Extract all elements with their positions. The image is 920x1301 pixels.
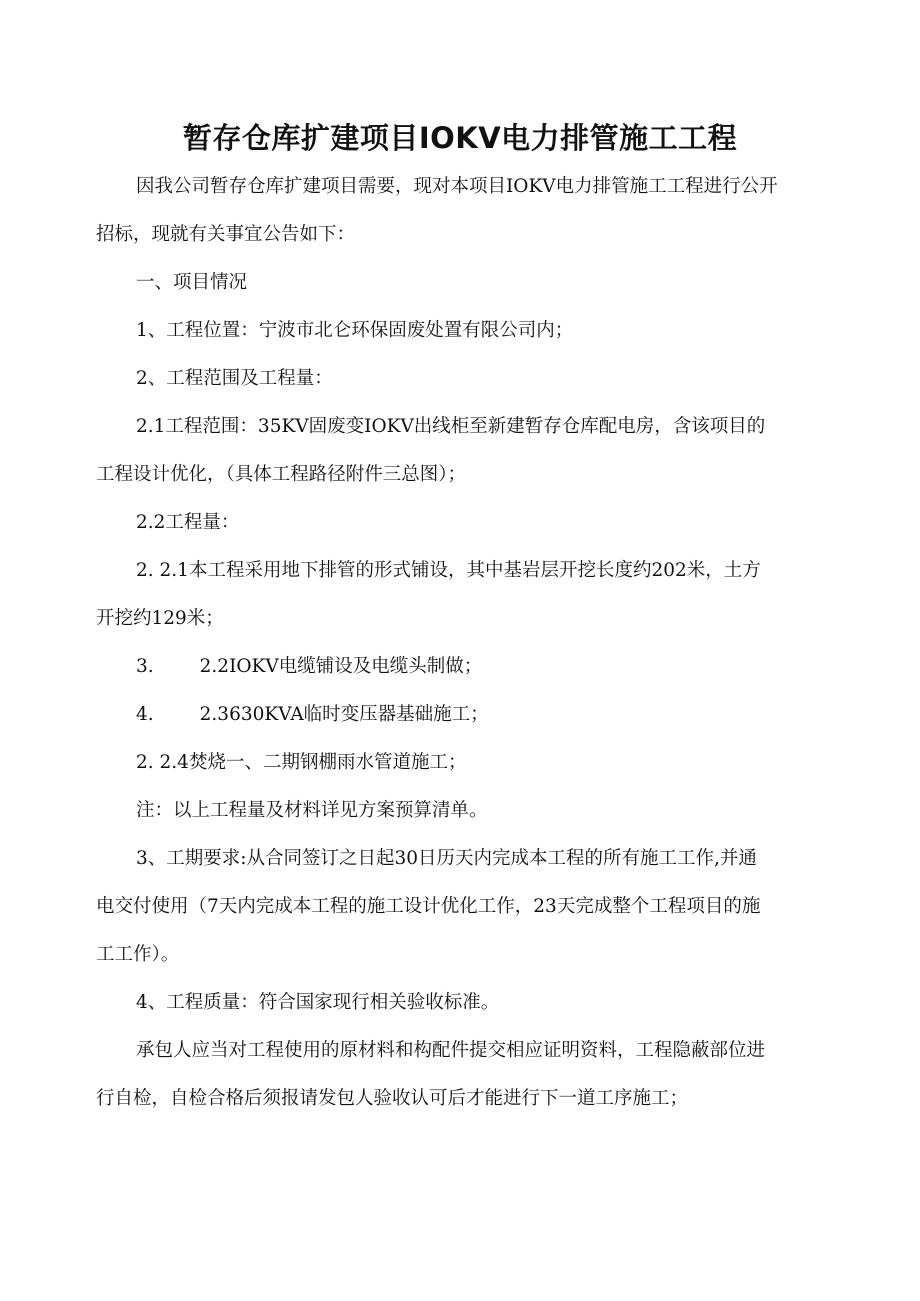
- item-4-quality: 4、工程质量：符合国家现行相关验收标准。: [136, 992, 500, 1013]
- item-1-location: 1、工程位置：宁波市北仑环保固废处置有限公司内；: [136, 320, 574, 341]
- item-2-2-1-line-1: 2. 2.1本工程采用地下排管的形式铺设，其中基岩层开挖长度约202米，土方: [136, 560, 761, 581]
- contractor-line-1: 承包人应当对工程使用的原材料和构配件提交相应证明资料，工程隐蔽部位进: [136, 1040, 766, 1061]
- item-2-2-2: [136, 643, 868, 691]
- document-title: 暂存仓库扩建项目IOKV电力排管施工工程: [182, 121, 738, 155]
- item-2-2-4: 2. 2.4焚烧一、二期钢棚雨水管道施工；: [136, 752, 467, 773]
- item-2-2-2-text: 2.2IOKV电缆铺设及电缆头制做；: [199, 656, 483, 677]
- item-2-2-1-line-2: 开挖约129米；: [96, 608, 224, 629]
- item-2-2-heading: 2.2工程量：: [136, 512, 240, 533]
- item-2-2-3: [136, 691, 868, 739]
- item-2-1-line-2: 工程设计优化，（具体工程路径附件三总图）；: [96, 464, 467, 485]
- item-2-2-2-number: 3.: [136, 656, 154, 677]
- item-2-2-3-text: 2.3630KVA临时变压器基础施工；: [199, 704, 489, 725]
- item-3-line-2: 电交付使用（7天内完成本工程的施工设计优化工作，23天完成整个工程项目的施: [96, 896, 761, 917]
- section-1-heading: 一、项目情况: [136, 272, 248, 293]
- item-2-2-3-number: 4.: [136, 704, 154, 725]
- item-2-1-line-1: 2.1工程范围：35KV固废变IOKV出线柜至新建暂存仓库配电房，含该项目的: [136, 416, 766, 437]
- intro-line-2: 招标，现就有关事宜公告如下：: [96, 224, 356, 245]
- item-2-scope-heading: 2、工程范围及工程量：: [136, 368, 333, 389]
- item-3-line-3: 工工作）。: [96, 944, 180, 965]
- item-3-line-1: 3、工期要求:从合同签订之日起30日历天内完成本工程的所有施工工作,并通: [136, 848, 757, 869]
- contractor-line-2: 行自检，自检合格后须报请发包人验收认可后才能进行下一道工序施工；: [96, 1088, 689, 1109]
- note: 注：以上工程量及材料详见方案预算清单。: [136, 800, 488, 821]
- intro-line-1: 因我公司暂存仓库扩建项目需要，现对本项目IOKV电力排管施工工程进行公开: [136, 176, 778, 197]
